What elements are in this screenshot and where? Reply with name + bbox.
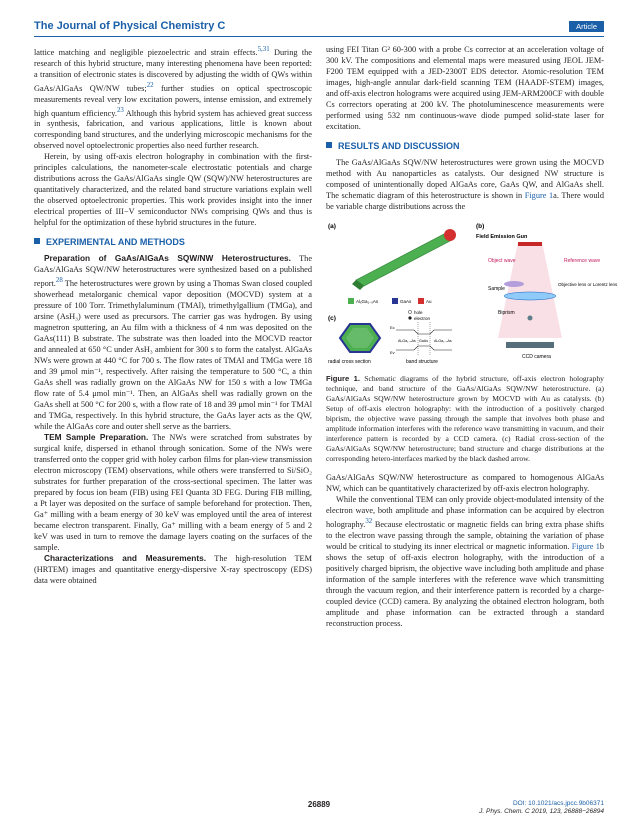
band-algaas-left: AlₓGa₁₋ₓAs bbox=[398, 339, 416, 343]
doi-block bbox=[479, 800, 604, 816]
sample-shape bbox=[504, 281, 524, 287]
hole-label: hole bbox=[414, 310, 423, 315]
page-number: 26889 bbox=[307, 800, 331, 809]
panel-label-a: (a) bbox=[328, 223, 336, 230]
paragraph: using FEI Titan G² 60-300 with a probe Cs corrector at an acceleration voltage of 300 kV. The compositions and elemental maps were measured using JEOL JEM-F200 TEM equipped with a JED-2300T EDS detector. Atomic-resolution TEM images, high-angle annular dark-field scanning TEM (HAADF-STEM) images, and off-axis electron holograms were acquired using JEM-ARM200CF with double Cs correctors operating at 200 kV. The photoluminescence measurements were performed using 532 nm continuous-wave diode pumped solid-state laser for excitation. bbox=[326, 45, 604, 131]
figure-1-caption: Figure 1. Schematic diagrams of the hybrid structure, off-axis electron holography technique, and band structure of the GaAs/AlGaAs SQW/NW heterostructure. (a) GaAs/AlGaAs SQW/NW heterostructure grown by MOCVD with Au as catalysts. (b) Setup of off-axis electron holography: with the introduction of a positively charged biprism, the objective wave passing through the sample that involves both phase and amplitude information interferes with the reference wave transmitting in vacuum, and their interference pattern is recorded by a CCD camera. (c) Radial cross-section of the GaAs/AlGaAs SQW/NW heterostructure; band structure and charge distributions at the corresponding hetero-interfaces marked by the black dashed arrow. bbox=[326, 374, 604, 463]
citation-ref[interactable]: 5,31 bbox=[257, 46, 270, 53]
figure-link[interactable]: Figure 1 bbox=[524, 191, 554, 200]
ccd-label: CCD camera bbox=[522, 354, 551, 360]
figure-1 bbox=[326, 218, 618, 370]
paragraph: While the conventional TEM can only provide object-modulated intensity of the electron wave, both amplitude and phase information can be acquired by electron holography.$^{32}$ Because electrostatic or magnetic fields can bring extra phase shifts to the electron wave passing through the sample, obtaining the variation of phase would be critical to studying its inner electrical or magnetic information. Figure 1b shows the setup of off-axis electron holography, with the introduction of a positively charged biprism, the objective wave including both amplitude and phase information of the sample interferes with the reference wave which transmitting through the vacuum region, and their interference pattern is recorded by a charge-coupled device (CCD) camera. By analyzing the obtained electron hologram, both amplitude and phase information can be extracted through a standard reconstruction process. bbox=[326, 495, 604, 628]
subsection-heading: Characterizations and Measurements. bbox=[44, 553, 207, 564]
objective-label: Objective lens or Lorentz lens bbox=[558, 282, 618, 287]
header-rule bbox=[34, 36, 604, 37]
paragraph: The GaAs/AlGaAs SQW/NW heterostructures were grown using the MOCVD method with Au nanoparticles as catalysts. Our designed NW structure is composed of unintentionally doped AlGaAs core, GaAs QW, and AlGaAs shell. The schematic diagram of this heterostructure is shown in Figure 1a. There would be variable charge distributions across the bbox=[326, 158, 605, 211]
legend-au: Au bbox=[426, 299, 432, 304]
ec-label: Ec bbox=[390, 325, 395, 330]
right-column bbox=[326, 44, 618, 629]
radial-cross-section bbox=[340, 324, 380, 352]
left-column bbox=[34, 44, 312, 586]
page-footer bbox=[34, 800, 604, 830]
au-catalyst bbox=[444, 229, 456, 241]
feg-label: Field Emission Gun bbox=[476, 234, 528, 240]
nanowire-drawing bbox=[352, 229, 456, 290]
electron-label: electron bbox=[414, 316, 431, 321]
journal-citation: J. Phys. Chem. C 2019, 123, 26888−26894 bbox=[479, 808, 604, 815]
band-gaas: GaAs bbox=[419, 339, 428, 343]
paragraph: GaAs/AlGaAs SQW/NW heterostructure as compared to homogenous AlGaAs NW, which can be quantitatively characterized by off-axis electron holography. bbox=[326, 473, 604, 493]
ccd-shape bbox=[506, 342, 554, 348]
citation-ref[interactable]: 28 bbox=[55, 277, 63, 285]
paragraph: Preparation of GaAs/AlGaAs SQW/NW Heterostructures. The GaAs/AlGaAs SQW/NW heterostructures were synthesized based on a published report.$^{28}$ The heterostructures were grown by using a Thomas Swan closed coupled showerhead metalorganic chemical vapor deposition (MOCVD) system at a pressure of 100 Torr. Trimethylaluminum (TMAl), trimethylgallium (TMGa), and arsine (AsH₃) were used as precursors. The carrier gas was hydrogen. By using magnetron sputtering, an Au film with a thickness of 4 nm was deposited on the GaAs(111) B substrate. The substrate was then loaded into the MOCVD reactor and annealed at 650 °C under AsH₃ ambient for 300 s to form the catalyst. AlGaAs NWs were grown at 440 °C for 700 s. The flow rates of TMAl and TMGa were 18 and 39 μmol min⁻¹, respectively. After raising the temperature to 500 °C, a thin GaAs shell was radially grown on the AlGaAs NW for 150 s with a low TMGa flow rate of 5.4 μmol min⁻¹. Then, an AlGaAs shell was radially grown on the GaAs shell at 500 °C for 200 s, with a flow rate of 18 and 39 μmol min⁻¹ for TMAl and TMGa, respectively. In this hybrid structure, the GaAs layer acts as the QW, while the AlGaAs core and outer shell serve as the barriers. bbox=[34, 253, 312, 432]
legend bbox=[348, 298, 432, 304]
legend-gaas: GaAs bbox=[400, 299, 412, 304]
band-label: band structure bbox=[406, 359, 438, 365]
lens-shape bbox=[504, 292, 556, 300]
article-tag: Article bbox=[569, 21, 604, 32]
section-heading-experimental: EXPERIMENTAL AND METHODS bbox=[34, 237, 312, 248]
object-wave-label: Object wave bbox=[488, 258, 516, 264]
subsection-heading: Preparation of GaAs/AlGaAs SQW/NW Heterostructures. bbox=[44, 253, 291, 264]
citation-ref[interactable]: 32 bbox=[365, 518, 373, 525]
sample-label: Sample bbox=[488, 286, 505, 292]
paragraph: TEM Sample Preparation. The NWs were scratched from substrates by surgical knife, dispersed in ethanol through sonication. Some of the NWs were transferred onto the copper grid with holey carbon films for plan-view transmission electron microscopy (TEM) observations, while others were transferred to Si/SiO₂ substrates for further preparation of the cross-sectional specimen. The latter was prepared by focus ion beam (FIB) using FEI Quanta 3D FEG. During FIB milling, a Pt layer was deposited on the surface of sample beforehand for protection. Then, Ga⁺ milling with a beam energy of 30 keV was employed until the area of interest became electron transparent. Finally, Ga⁺ milling with a beam energy of 5 and 2 keV was used in turn to remove the damage layers coating on the surfaces of the sample. bbox=[34, 432, 312, 553]
paragraph: lattice matching and negligible piezoelectric and strain effects.$^{5,31}$ During the research of this hybrid structure, many interesting phenomena have been reported: a transition of electronic states is discovered by adjusting the width of QWs within GaAs/AlGaAs QW/NW tubes;$^{22}$ further studies on optical spectroscopic measurements reveal very low excitation powers, intense emission, and extremely high quantum efficiency.$^{23}$ Although this hybrid system has achieved great success in synthesis, fabrication, and various applications, little is known about corresponding band structures, and the underlying microscopic mechanisms for the observed novel optoelectronic properties also need further research. bbox=[34, 46, 312, 151]
band-algaas-right: AlₓGa₁₋ₓAs bbox=[434, 339, 452, 343]
figure-link[interactable]: Figure 1 bbox=[571, 541, 600, 551]
biprism-label: Biprism bbox=[498, 310, 515, 316]
reference-wave-label: Reference wave bbox=[564, 258, 601, 264]
subsection-heading: TEM Sample Preparation. bbox=[44, 432, 149, 443]
caption-label: Figure 1. bbox=[326, 374, 360, 383]
paragraph: Herein, by using off-axis electron holography in combination with the first-principles calculations, the nanometer-scale electrostatic potentials and charge distributions across the GaAs/AlGaAs single QW (SQW)/NW heterostructures are quantitatively characterized, and the related band structure variations explain well the observed optoelectronic properties. This work provides insight into the inner electrical properties of III−V semiconductor NWs comprising QWs and thus is helpful for the optimization of these hybrid structures in the future. bbox=[34, 152, 312, 228]
legend-algaas: AlₓGa₁₋ₓAs bbox=[356, 299, 379, 304]
section-heading-results: RESULTS AND DISCUSSION bbox=[326, 141, 604, 152]
section-square-icon bbox=[34, 238, 40, 244]
panel-label-b: (b) bbox=[476, 223, 485, 230]
figure-1-graphic bbox=[326, 218, 618, 370]
citation-ref[interactable]: 22 bbox=[146, 81, 154, 89]
section-square-icon bbox=[326, 142, 332, 148]
journal-title: The Journal of Physical Chemistry C bbox=[34, 20, 226, 32]
panel-label-c: (c) bbox=[328, 315, 336, 322]
doi-link[interactable]: DOI: 10.1021/acs.jpcc.9b06371 bbox=[512, 800, 604, 807]
citation-ref[interactable]: 23 bbox=[116, 106, 124, 114]
biprism-shape bbox=[528, 316, 533, 321]
paragraph: Characterizations and Measurements. The high-resolution TEM (HRTEM) images and quantitative energy-dispersive X-ray spectroscopy (EDS) data were obtained bbox=[34, 553, 312, 586]
radial-label: radial cross section bbox=[328, 359, 371, 365]
ev-label: Ev bbox=[390, 350, 395, 355]
